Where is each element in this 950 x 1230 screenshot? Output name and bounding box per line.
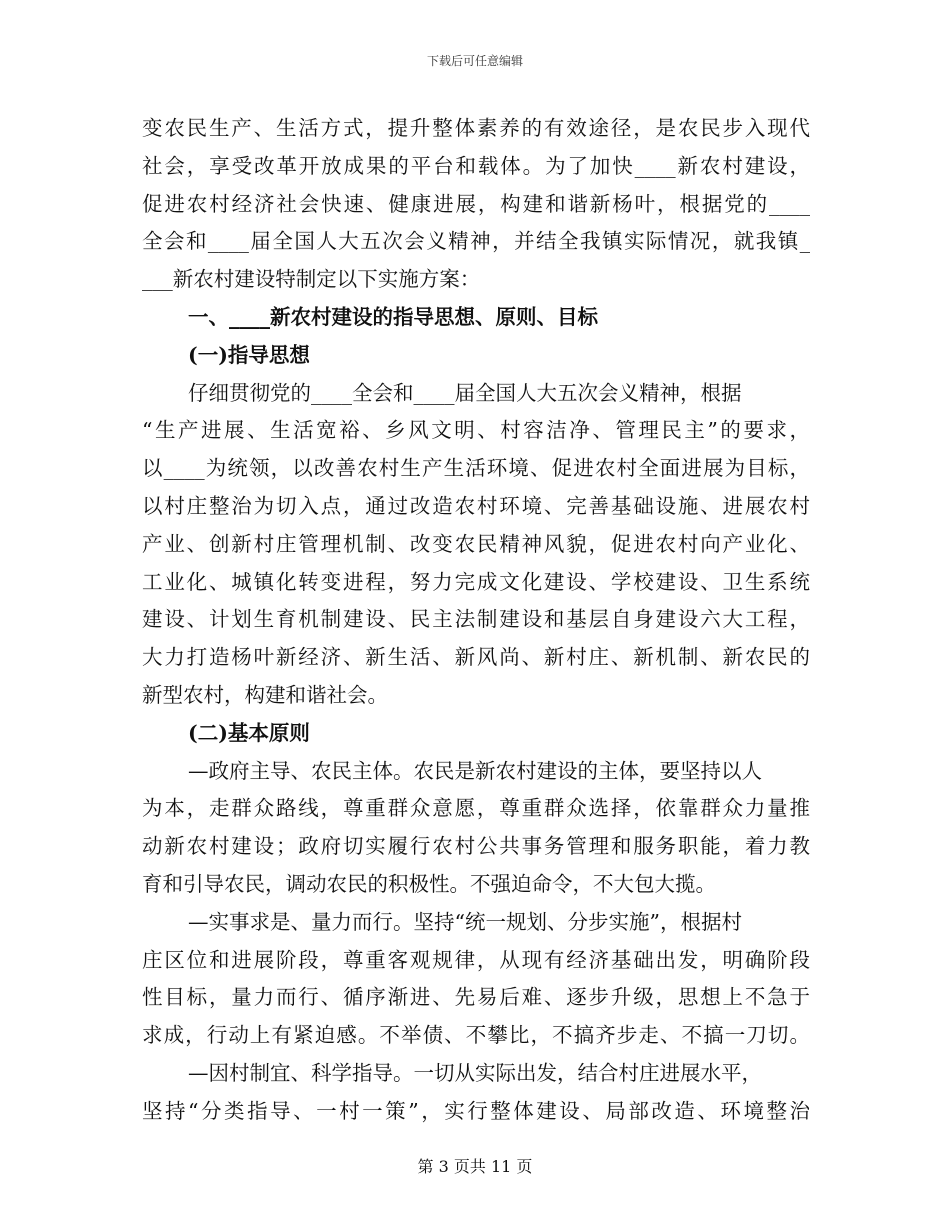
text-line: 大力打造杨叶新经济、新生活、新风尚、新村庄、新机制、新农民的 bbox=[142, 645, 810, 670]
text-line: 动新农村建设；政府切实履行农村公共事务管理和服务职能，着力教 bbox=[142, 834, 810, 859]
page-header: 下载后可任意编辑 bbox=[426, 54, 523, 68]
text-line: 为本，走群众路线，尊重群众意愿，尊重群众选择，依靠群众力量推 bbox=[142, 796, 810, 821]
text-line: 求成，行动上有紧迫感。不举债、不攀比，不搞齐步走、不搞一刀切。 bbox=[142, 1023, 810, 1048]
text-line: 育和引导农民，调动农民的积极性。不强迫命令，不大包大揽。 bbox=[142, 871, 716, 896]
text-line: 社会，享受改革开放成果的平台和载体。为了加快____新农村建设， bbox=[142, 153, 810, 178]
document-body bbox=[142, 110, 810, 1131]
text-line: —因村制宜、科学指导。一切从实际出发，结合村庄进展水平， bbox=[188, 1060, 762, 1085]
text-line: 坚持“分类指导、一村一策”，实行整体建设、局部改造、环境整治 bbox=[142, 1098, 810, 1123]
text-line: ___新农村建设特制定以下实施方案： bbox=[142, 267, 481, 292]
section-heading: 一、____新农村建设的指导思想、原则、目标 bbox=[188, 304, 598, 329]
text-line: 建设、计划生育机制建设、民主法制建设和基层自身建设六大工程， bbox=[142, 607, 810, 632]
text-line: 以村庄整治为切入点，通过改造农村环境、完善基础设施、进展农村 bbox=[142, 493, 810, 518]
text-line: 性目标，量力而行、循序渐进、先易后难、逐步升级，思想上不急于 bbox=[142, 985, 810, 1010]
section-heading: (二)基本原则 bbox=[188, 720, 310, 745]
text-line: 全会和____届全国人大五次会义精神，并结全我镇实际情况，就我镇_ bbox=[142, 229, 810, 254]
text-line: 仔细贯彻党的____全会和____届全国人大五次会义精神，根据 bbox=[188, 380, 742, 405]
section-heading: (一)指导思想 bbox=[188, 342, 310, 367]
text-line: 变农民生产、生活方式，提升整体素养的有效途径，是农民步入现代 bbox=[142, 116, 810, 140]
text-line: 庄区位和进展阶段，尊重客观规律，从现有经济基础出发，明确阶段 bbox=[142, 947, 810, 972]
text-line: 以____为统领，以改善农村生产生活环境、促进农村全面进展为目标， bbox=[142, 456, 810, 481]
text-line: —实事求是、量力而行。坚持“统一规划、分步实施”，根据村 bbox=[188, 909, 742, 934]
text-line: “生产进展、生活宽裕、乡风文明、村容洁净、管理民主”的要求， bbox=[142, 418, 810, 443]
text-line: 新型农村，构建和谐社会。 bbox=[142, 682, 388, 707]
page-footer: 第 3 页共 11 页 bbox=[417, 1157, 533, 1176]
text-line: 工业化、城镇化转变进程，努力完成文化建设、学校建设、卫生系统 bbox=[142, 569, 810, 594]
text-line: —政府主导、农民主体。农民是新农村建设的主体，要坚持以人 bbox=[188, 758, 762, 783]
text-line: 促进农村经济社会快速、健康进展，构建和谐新杨叶，根据党的____ bbox=[142, 191, 810, 216]
text-line: 产业、创新村庄管理机制、改变农民精神风貌，促进农村向产业化、 bbox=[142, 531, 810, 556]
